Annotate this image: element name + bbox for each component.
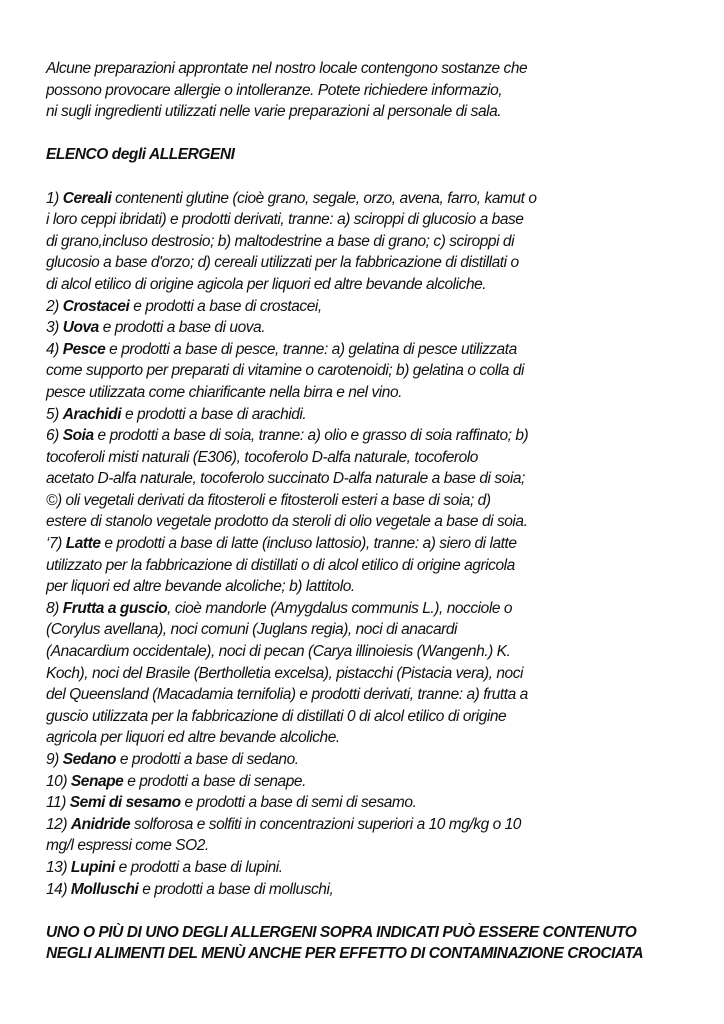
allergen-line: estere di stanolo vegetale prodotto da steroli di olio vegetale a base di soia. xyxy=(46,513,528,531)
allergen-item xyxy=(46,771,686,793)
allergen-item xyxy=(46,188,686,296)
allergen-line: guscio utilizzata per la fabbricazione di distillati 0 di alcol etilico di origine xyxy=(46,707,507,725)
allergen-item xyxy=(46,296,686,318)
allergen-list xyxy=(46,188,686,901)
allergen-name: Anidride xyxy=(70,815,131,833)
allergen-line xyxy=(46,533,686,555)
allergen-line: utilizzato per la fabbricazione di distillati o di alcol etilico di origine agricola xyxy=(46,556,515,574)
allergen-line xyxy=(46,598,686,620)
allergen-line: glucosio a base d'orzo; d) cereali utilizzati per la fabbricazione di distillati o xyxy=(46,254,519,272)
allergen-description: e prodotti a base di molluschi, xyxy=(138,880,334,898)
allergen-description: e prodotti a base di pesce, tranne: a) gelatina di pesce utilizzata xyxy=(105,340,517,358)
allergen-line: i loro ceppi ibridati) e prodotti derivati, tranne: a) sciroppi di glucosio a base xyxy=(46,211,524,229)
allergen-number: 10) xyxy=(46,772,71,790)
allergen-line: pesce utilizzata come chiarificante nella birra e nel vino. xyxy=(46,383,402,401)
allergen-line: di alcol etilico di origine agicola per liquori ed altre bevande alcoliche. xyxy=(46,275,487,293)
allergen-line: Koch), noci del Brasile (Bertholletia excelsa), pistacchi (Pistacia vera), noci xyxy=(46,664,524,682)
allergen-number: 11) xyxy=(46,794,70,812)
closing-line: NEGLI ALIMENTI DEL MENÙ ANCHE PER EFFETTO DI CONTAMINAZIONE CROCIATA xyxy=(46,945,644,963)
allergen-number: 3) xyxy=(46,319,63,337)
allergen-description: e prodotti a base di semi di sesamo. xyxy=(180,794,417,812)
allergen-name: Sedano xyxy=(62,751,117,768)
allergen-line: ©) oli vegetali derivati da fitosteroli e fitosteroli esteri a base di soia; d) xyxy=(46,491,491,509)
allergen-item xyxy=(46,317,686,339)
allergen-description: e prodotti a base di arachidi. xyxy=(121,405,307,423)
allergen-line: come supporto per preparati di vitamine o carotenoidi; b) gelatina o colla di xyxy=(46,362,525,380)
allergen-name: Latte xyxy=(65,535,101,553)
allergen-item xyxy=(46,857,686,879)
allergen-item xyxy=(46,749,686,771)
allergen-line xyxy=(46,879,686,901)
allergen-name: Senape xyxy=(70,772,124,790)
allergen-line xyxy=(46,339,686,361)
allergen-line xyxy=(46,749,686,771)
allergen-item xyxy=(46,792,686,814)
intro-line: possono provocare allergie o intolleranze. Potete richiedere informazio, xyxy=(46,81,503,99)
allergen-name: Crostacei xyxy=(62,297,130,315)
intro-line: ni sugli ingredienti utilizzati nelle varie preparazioni al personale di sala. xyxy=(46,103,502,121)
allergen-line xyxy=(46,425,686,447)
allergen-name: Soia xyxy=(62,427,94,445)
allergen-line xyxy=(46,317,686,339)
allergen-list-heading: ELENCO degli ALLERGENI xyxy=(46,146,235,164)
allergen-description: e prodotti a base di crostacei, xyxy=(129,297,322,315)
allergen-number: ‘7) xyxy=(46,535,66,553)
allergen-line: tocoferoli misti naturali (E306), tocoferolo D-alfa naturale, tocoferolo xyxy=(46,448,478,466)
allergen-description: e prodotti a base di latte (incluso lattosio), tranne: a) siero di latte xyxy=(100,535,517,553)
closing-line: UNO O PIÙ DI UNO DEGLI ALLERGENI SOPRA INDICATI PUÒ ESSERE CONTENUTO xyxy=(46,923,637,941)
allergen-line: (Anacardium occidentale), noci di pecan (Carya illinoiesis (Wangenh.) K. xyxy=(46,643,511,661)
allergen-name: Uova xyxy=(62,319,99,337)
allergen-description: solforosa e solfiti in concentrazioni superiori a 10 mg/kg o 10 xyxy=(130,815,521,833)
intro-line: Alcune preparazioni approntate nel nostro locale contengono sostanze che xyxy=(46,60,528,77)
allergen-description: e prodotti a base di senape. xyxy=(123,772,306,790)
allergen-line xyxy=(46,296,686,318)
closing-warning xyxy=(46,922,686,965)
allergen-name: Lupini xyxy=(70,858,115,876)
allergen-line xyxy=(46,404,686,426)
allergen-item xyxy=(46,533,686,598)
allergen-item xyxy=(46,879,686,901)
allergen-description: e prodotti a base di uova. xyxy=(98,319,266,337)
allergen-description: e prodotti a base di lupini. xyxy=(114,858,283,876)
allergen-description: contenenti glutine (cioè grano, segale, orzo, avena, farro, kamut o xyxy=(111,189,537,207)
allergen-number: 1) xyxy=(46,189,63,207)
allergen-number: 8) xyxy=(46,599,63,617)
allergen-name: Molluschi xyxy=(70,880,139,898)
allergen-description: e prodotti a base di soia, tranne: a) olio e grasso di soia raffinato; b) xyxy=(93,427,529,445)
allergen-line: di grano,incluso destrosio; b) maltodestrine a base di grano; c) sciroppi di xyxy=(46,232,515,250)
allergen-item xyxy=(46,339,686,404)
allergen-line xyxy=(46,771,686,793)
allergen-line: (Corylus avellana), noci comuni (Juglans regia), noci di anacardi xyxy=(46,621,457,639)
allergen-notice-document xyxy=(46,58,686,965)
allergen-line xyxy=(46,857,686,879)
allergen-description: e prodotti a base di sedano. xyxy=(116,751,299,768)
allergen-number: 2) xyxy=(46,297,63,315)
allergen-item xyxy=(46,814,686,857)
allergen-name: Semi di sesamo xyxy=(69,794,181,812)
allergen-number: 13) xyxy=(46,858,71,876)
allergen-number: 5) xyxy=(46,405,63,423)
allergen-line: del Queensland (Macadamia ternifolia) e prodotti derivati, tranne: a) frutta a xyxy=(46,686,528,704)
allergen-item xyxy=(46,404,686,426)
allergen-line: per liquori ed altre bevande alcoliche; b) lattitolo. xyxy=(46,578,355,596)
allergen-line xyxy=(46,188,686,210)
allergen-number: 9) xyxy=(46,751,63,768)
allergen-number: 14) xyxy=(46,880,71,898)
allergen-line xyxy=(46,814,686,836)
allergen-item xyxy=(46,425,686,533)
allergen-number: 4) xyxy=(46,340,63,358)
allergen-item xyxy=(46,598,686,749)
allergen-number: 6) xyxy=(46,427,63,445)
allergen-line: acetato D-alfa naturale, tocoferolo succinato D-alfa naturale a base di soia; xyxy=(46,470,525,488)
allergen-line: agricola per liquori ed altre bevande alcoliche. xyxy=(46,729,340,747)
allergen-description: , cioè mandorle (Amygdalus communis L.), nocciole o xyxy=(167,599,513,617)
intro-paragraph xyxy=(46,58,686,123)
allergen-line xyxy=(46,792,686,814)
allergen-name: Arachidi xyxy=(62,405,122,423)
allergen-name: Cereali xyxy=(62,189,112,207)
allergen-line: mg/l espressi come SO2. xyxy=(46,837,209,855)
allergen-number: 12) xyxy=(46,815,71,833)
allergen-name: Frutta a guscio xyxy=(62,599,168,617)
allergen-name: Pesce xyxy=(62,340,106,358)
